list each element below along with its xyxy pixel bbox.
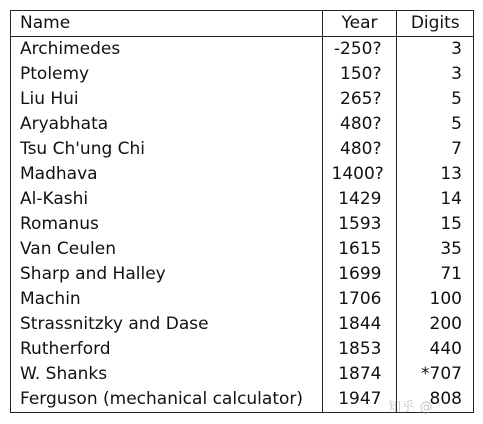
cell-year: 1844: [322, 312, 396, 337]
cell-name: Tsu Ch'ung Chi: [20, 139, 146, 160]
cell-year: 480?: [322, 137, 396, 162]
cell-name: Aryabhata: [20, 114, 109, 135]
cell-year: 1429: [322, 187, 396, 212]
table-row: [11, 237, 473, 262]
cell-name: Machin: [20, 289, 81, 310]
cell-digits: 5: [396, 87, 473, 112]
cell-digits: 13: [396, 162, 473, 187]
table-row: [11, 112, 473, 137]
cell-year: 1400?: [322, 162, 396, 187]
table-row: [11, 312, 473, 337]
table-row: [11, 87, 473, 112]
cell-digits: 808: [396, 387, 473, 412]
column-header-name: Name: [11, 11, 322, 37]
cell-digits: 5: [396, 112, 473, 137]
cell-year: 1874: [322, 362, 396, 387]
table-body: [11, 37, 473, 413]
table-row: [11, 62, 473, 87]
cell-name: Madhava: [20, 164, 98, 185]
cell-year: 1706: [322, 287, 396, 312]
cell-name: Strassnitzky and Dase: [20, 314, 209, 335]
cell-name: Van Ceulen: [20, 239, 116, 260]
cell-digits: 7: [396, 137, 473, 162]
watermark: 知乎 @: [388, 400, 434, 415]
cell-year: 150?: [322, 62, 396, 87]
table-row: [11, 262, 473, 287]
cell-digits: 200: [396, 312, 473, 337]
table-row: [11, 37, 473, 63]
cell-digits: 3: [396, 62, 473, 87]
cell-digits: 71: [396, 262, 473, 287]
cell-name: Ptolemy: [20, 64, 90, 85]
table-row: [11, 387, 473, 412]
cell-year: -250?: [322, 37, 396, 63]
table-row: [11, 287, 473, 312]
cell-year: 1615: [322, 237, 396, 262]
cell-year: 1699: [322, 262, 396, 287]
cell-digits: 14: [396, 187, 473, 212]
table-row: [11, 212, 473, 237]
pi-digits-table: [11, 11, 473, 412]
cell-name: Ferguson (mechanical calculator): [20, 389, 304, 410]
table-row: [11, 337, 473, 362]
cell-digits: 15: [396, 212, 473, 237]
cell-digits: 35: [396, 237, 473, 262]
cell-year: 1593: [322, 212, 396, 237]
cell-name: W. Shanks: [20, 364, 108, 385]
table-row: [11, 187, 473, 212]
cell-name: Liu Hui: [20, 89, 79, 110]
cell-digits: 440: [396, 337, 473, 362]
cell-name: Rutherford: [20, 339, 111, 360]
cell-digits: 100: [396, 287, 473, 312]
column-header-year: Year: [322, 11, 396, 37]
table-header-row: [11, 11, 473, 37]
cell-year: 480?: [322, 112, 396, 137]
cell-name: Sharp and Halley: [20, 264, 166, 285]
column-header-digits: Digits: [396, 11, 473, 37]
table-row: [11, 362, 473, 387]
cell-name: Romanus: [20, 214, 99, 235]
cell-year: 1853: [322, 337, 396, 362]
cell-name: Al-Kashi: [20, 189, 89, 210]
cell-name: Archimedes: [20, 39, 121, 60]
table-row: [11, 162, 473, 187]
cell-digits: 3: [396, 37, 473, 63]
cell-year: 265?: [322, 87, 396, 112]
cell-year: 1947: [322, 387, 396, 412]
table-row: [11, 137, 473, 162]
cell-digits: *707: [396, 362, 473, 387]
pi-digits-table-frame: [10, 10, 474, 413]
